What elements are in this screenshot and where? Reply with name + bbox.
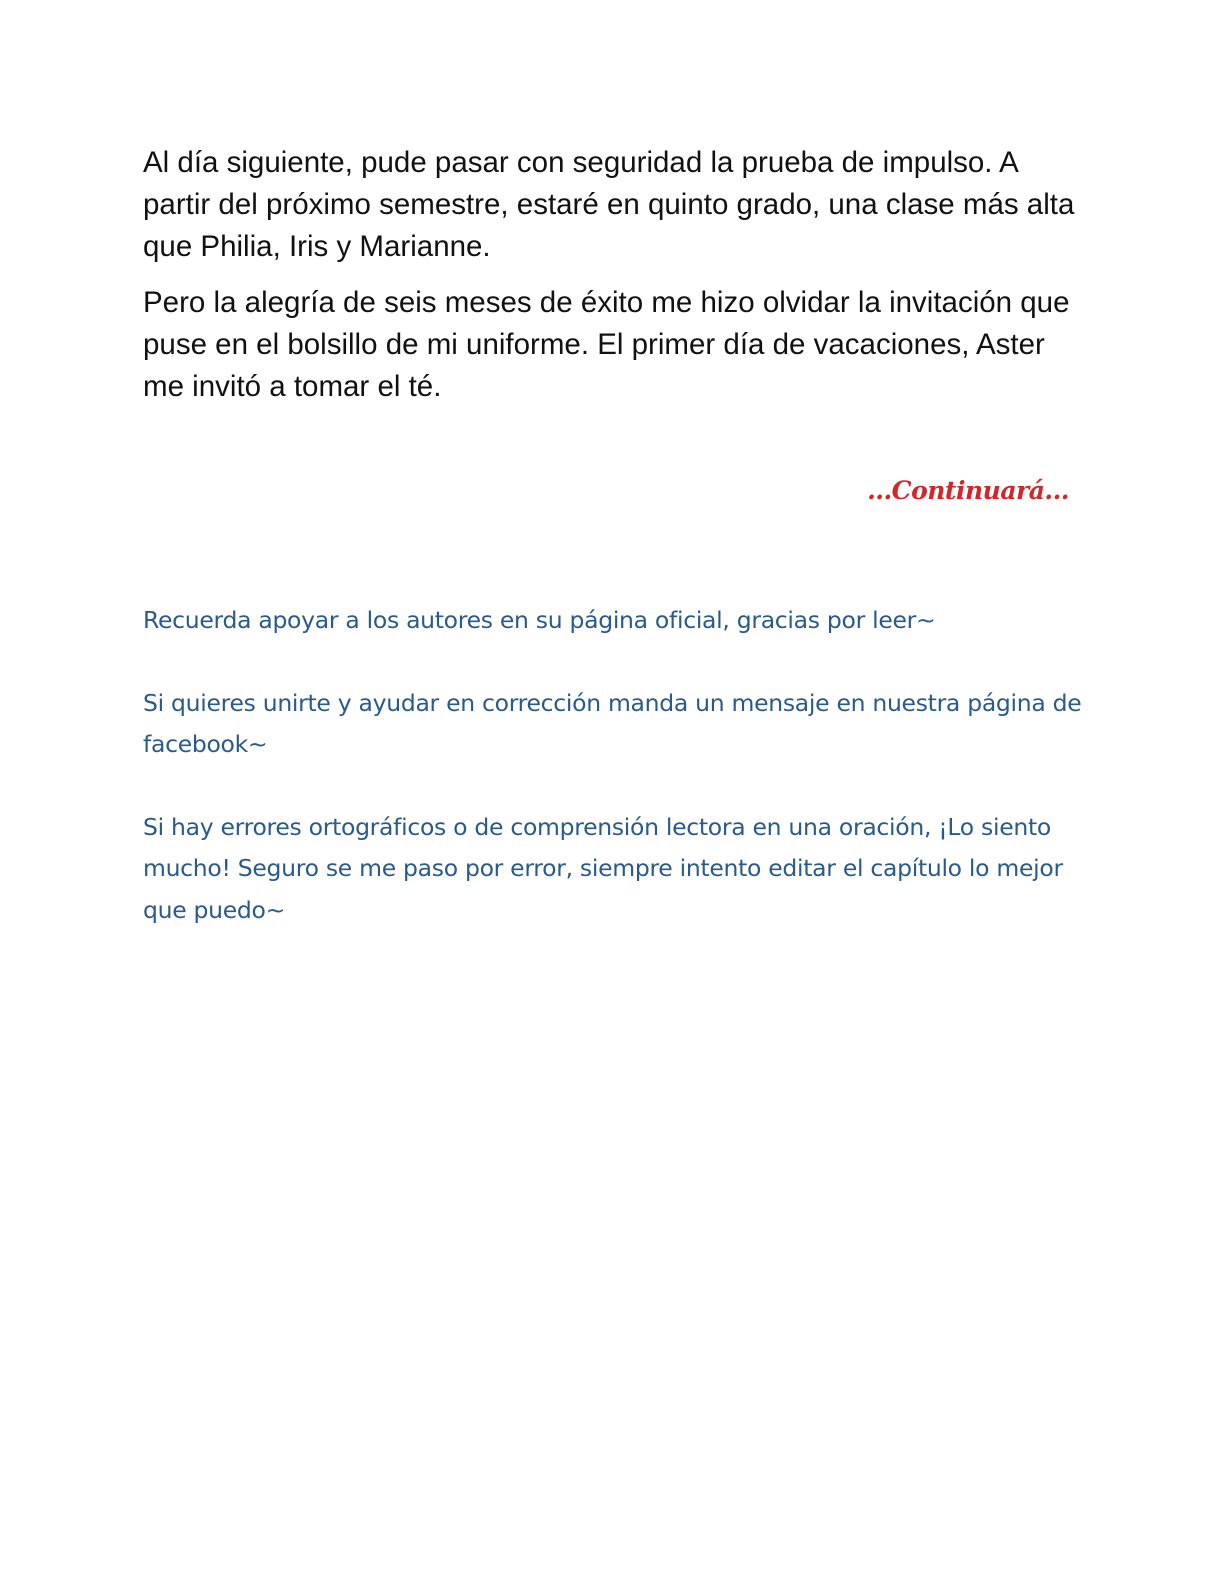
note-join-team: Si quieres unirte y ayudar en corrección manda un mensaje en nuestra página de facebook~ bbox=[143, 688, 1082, 758]
story-paragraph: Al día siguiente, pude pasar con seguridad la prueba de impulso. A partir del próximo semestre, estaré en quinto grado, una clase más alta que Philia, Iris y Marianne. bbox=[143, 146, 1075, 263]
story-paragraph: Pero la alegría de seis meses de éxito me hizo olvidar la invitación que puse en el bolsillo de mi uniforme. El primer día de vacaciones, Aster me invitó a tomar el té. bbox=[143, 286, 1070, 403]
continue-label: ...Continuará... bbox=[867, 476, 1069, 505]
translator-notes bbox=[143, 600, 1103, 972]
note-errors-apology: Si hay errores ortográficos o de comprensión lectora en una oración, ¡Lo siento mucho! Seguro se me paso por error, siempre intento editar el capítulo lo mejor que puedo~ bbox=[143, 812, 1063, 924]
story-text bbox=[143, 142, 1083, 422]
note-support-authors: Recuerda apoyar a los autores en su página oficial, gracias por leer~ bbox=[143, 606, 936, 634]
